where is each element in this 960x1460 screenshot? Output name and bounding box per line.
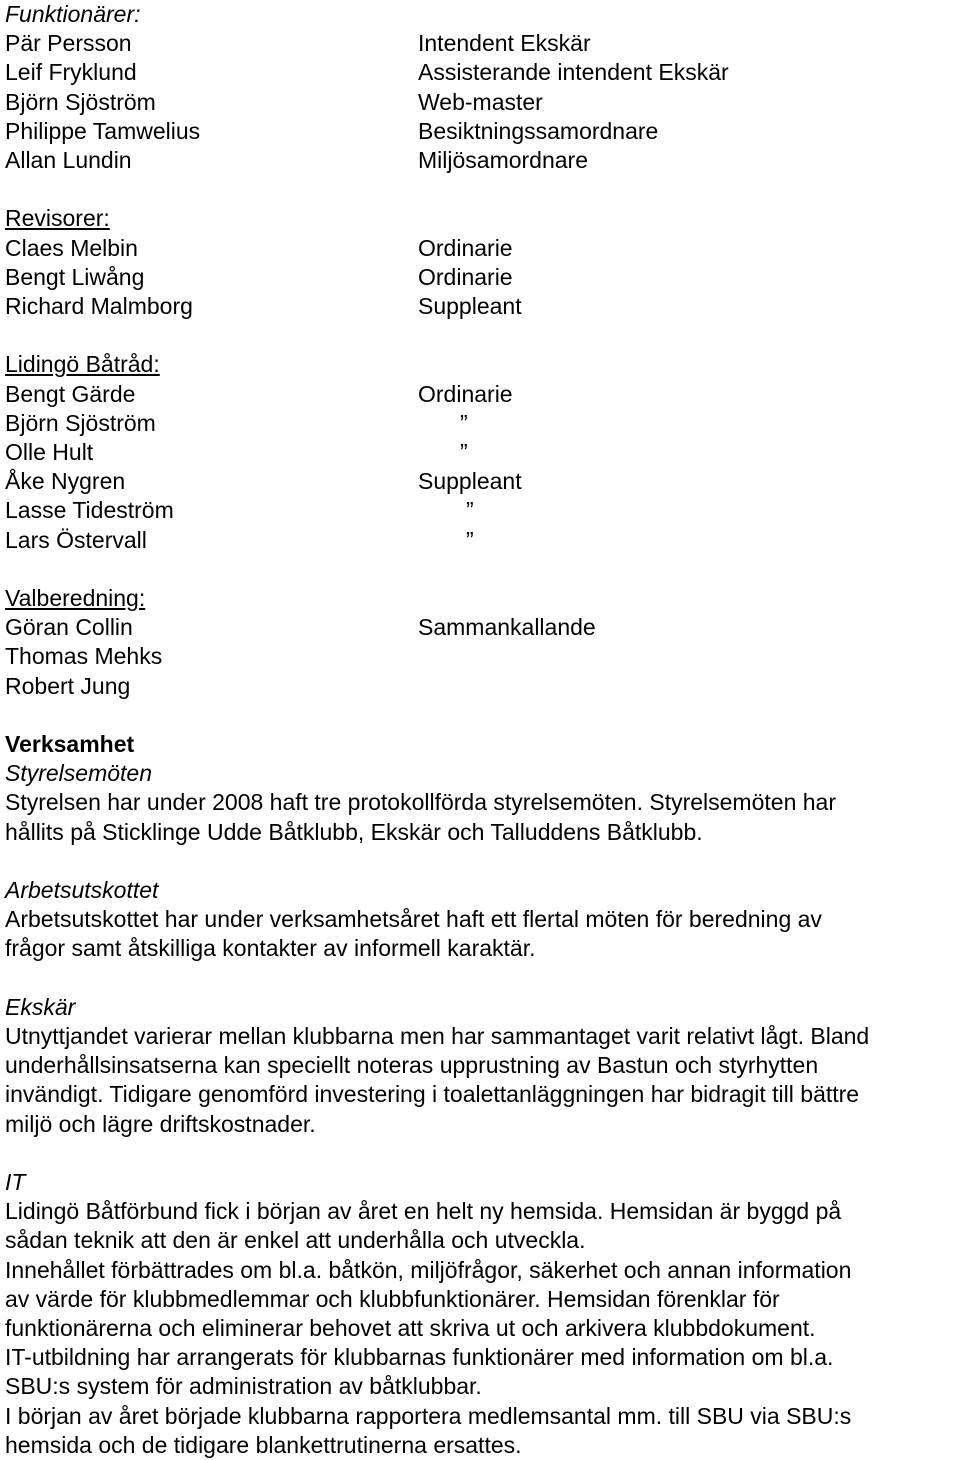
- text-line: underhållsinsatserna kan speciellt noteras upprustning av Bastun och styrhytten: [5, 1052, 819, 1079]
- revisorer-section: [5, 204, 955, 321]
- roster-row: [5, 146, 955, 175]
- roster-row: [5, 88, 955, 117]
- member-name: Philippe Tamwelius: [5, 117, 201, 144]
- document-page: [5, 0, 955, 1460]
- member-role: Assisterande intendent Ekskär: [418, 59, 729, 86]
- roster-row: [5, 263, 955, 292]
- it-title: IT: [5, 1169, 26, 1196]
- member-role: Ordinarie: [418, 234, 513, 261]
- member-name: Bengt Liwång: [5, 263, 145, 290]
- ekskar-title: Ekskär: [5, 993, 76, 1020]
- text-line: frågor samt åtskilliga kontakter av informell karaktär.: [5, 935, 536, 962]
- member-name: Leif Fryklund: [5, 59, 137, 86]
- member-role: Intendent Ekskär: [418, 30, 591, 57]
- text-line: Utnyttjandet varierar mellan klubbarna men har sammantaget varit relativt lågt. Bland: [5, 1023, 870, 1050]
- roster-row: [5, 613, 955, 642]
- ekskar-paragraph: [5, 1022, 955, 1139]
- member-name: Björn Sjöström: [5, 409, 156, 436]
- styrelsemoten-title: Styrelsemöten: [5, 760, 153, 787]
- member-name: Pär Persson: [5, 30, 132, 57]
- verksamhet-title: Verksamhet: [5, 731, 135, 758]
- text-line: sådan teknik att den är enkel att underhålla och utveckla.: [5, 1227, 586, 1254]
- it-paragraph: [5, 1197, 955, 1460]
- ditto-mark: ”: [460, 409, 468, 436]
- batrad-section: [5, 350, 955, 554]
- roster-row: [5, 29, 955, 58]
- text-line: av värde för klubbmedlemmar och klubbfunktionärer. Hemsidan förenklar för: [5, 1285, 780, 1312]
- roster-row: [5, 642, 955, 671]
- ditto-mark: ”: [460, 439, 468, 466]
- member-name: Claes Melbin: [5, 234, 138, 261]
- roster-row: [5, 438, 955, 467]
- text-line: Styrelsen har under 2008 haft tre protokollförda styrelsemöten. Styrelsemöten har: [5, 789, 836, 816]
- roster-row: [5, 496, 955, 525]
- member-name: Olle Hult: [5, 439, 94, 466]
- member-name: Bengt Gärde: [5, 380, 136, 407]
- member-role: Ordinarie: [418, 380, 513, 407]
- valberedning-section: [5, 584, 955, 701]
- roster-row: [5, 467, 955, 496]
- roster-row: [5, 58, 955, 87]
- text-line: IT-utbildning har arrangerats för klubbarnas funktionärer med information om bl.a.: [5, 1344, 834, 1371]
- member-role: Miljösamordnare: [418, 147, 589, 174]
- roster-row: [5, 380, 955, 409]
- member-name: Åke Nygren: [5, 468, 126, 495]
- member-role: Suppleant: [418, 293, 522, 320]
- roster-row: [5, 117, 955, 146]
- member-name: Lasse Tideström: [5, 497, 174, 524]
- arbetsutskottet-title: Arbetsutskottet: [5, 877, 159, 904]
- roster-row: [5, 409, 955, 438]
- text-line: hemsida och de tidigare blankettrutinerna ersattes.: [5, 1431, 522, 1458]
- member-name: Göran Collin: [5, 614, 133, 641]
- ditto-mark: ”: [466, 497, 474, 524]
- roster-row: [5, 234, 955, 263]
- text-line: Innehållet förbättrades om bl.a. båtkön, miljöfrågor, säkerhet och annan information: [5, 1256, 852, 1283]
- member-role: [418, 672, 955, 701]
- member-role: [418, 642, 955, 671]
- revisorer-heading: Revisorer:: [5, 205, 110, 232]
- member-name: Björn Sjöström: [5, 88, 156, 115]
- member-role: Besiktningssamordnare: [418, 117, 659, 144]
- roster-row: [5, 292, 955, 321]
- member-role: Sammankallande: [418, 614, 596, 641]
- member-name: Robert Jung: [5, 672, 131, 699]
- verksamhet-section: [5, 730, 955, 1460]
- valberedning-heading: Valberedning:: [5, 585, 146, 612]
- member-name: Lars Östervall: [5, 526, 147, 553]
- funktionarer-heading: Funktionärer:: [5, 1, 141, 27]
- roster-row: [5, 526, 955, 555]
- text-line: Arbetsutskottet har under verksamhetsåret haft ett flertal möten för beredning av: [5, 906, 822, 933]
- member-role: Web-master: [418, 88, 543, 115]
- text-line: invändigt. Tidigare genomförd investering i toalettanläggningen har bidragit till bättre: [5, 1081, 860, 1108]
- member-role: Suppleant: [418, 468, 522, 495]
- member-name: Richard Malmborg: [5, 293, 193, 320]
- roster-row: [5, 672, 955, 701]
- ditto-mark: ”: [466, 526, 474, 553]
- batrad-heading: Lidingö Båtråd:: [5, 351, 160, 378]
- text-line: hållits på Sticklinge Udde Båtklubb, Ekskär och Talluddens Båtklubb.: [5, 818, 703, 845]
- text-line: miljö och lägre driftskostnader.: [5, 1110, 316, 1137]
- arbetsutskottet-paragraph: [5, 905, 955, 963]
- member-name: Allan Lundin: [5, 147, 132, 174]
- text-line: Lidingö Båtförbund fick i början av året en helt ny hemsida. Hemsidan är byggd på: [5, 1198, 842, 1225]
- text-line: I början av året började klubbarna rapportera medlemsantal mm. till SBU via SBU:s: [5, 1402, 852, 1429]
- funktionarer-section: [5, 0, 955, 175]
- member-name: Thomas Mehks: [5, 643, 163, 670]
- text-line: funktionärerna och eliminerar behovet att skriva ut och arkivera klubbdokument.: [5, 1315, 816, 1342]
- member-role: Ordinarie: [418, 263, 513, 290]
- styrelsemoten-paragraph: [5, 788, 955, 846]
- text-line: SBU:s system för administration av båtklubbar.: [5, 1373, 482, 1400]
